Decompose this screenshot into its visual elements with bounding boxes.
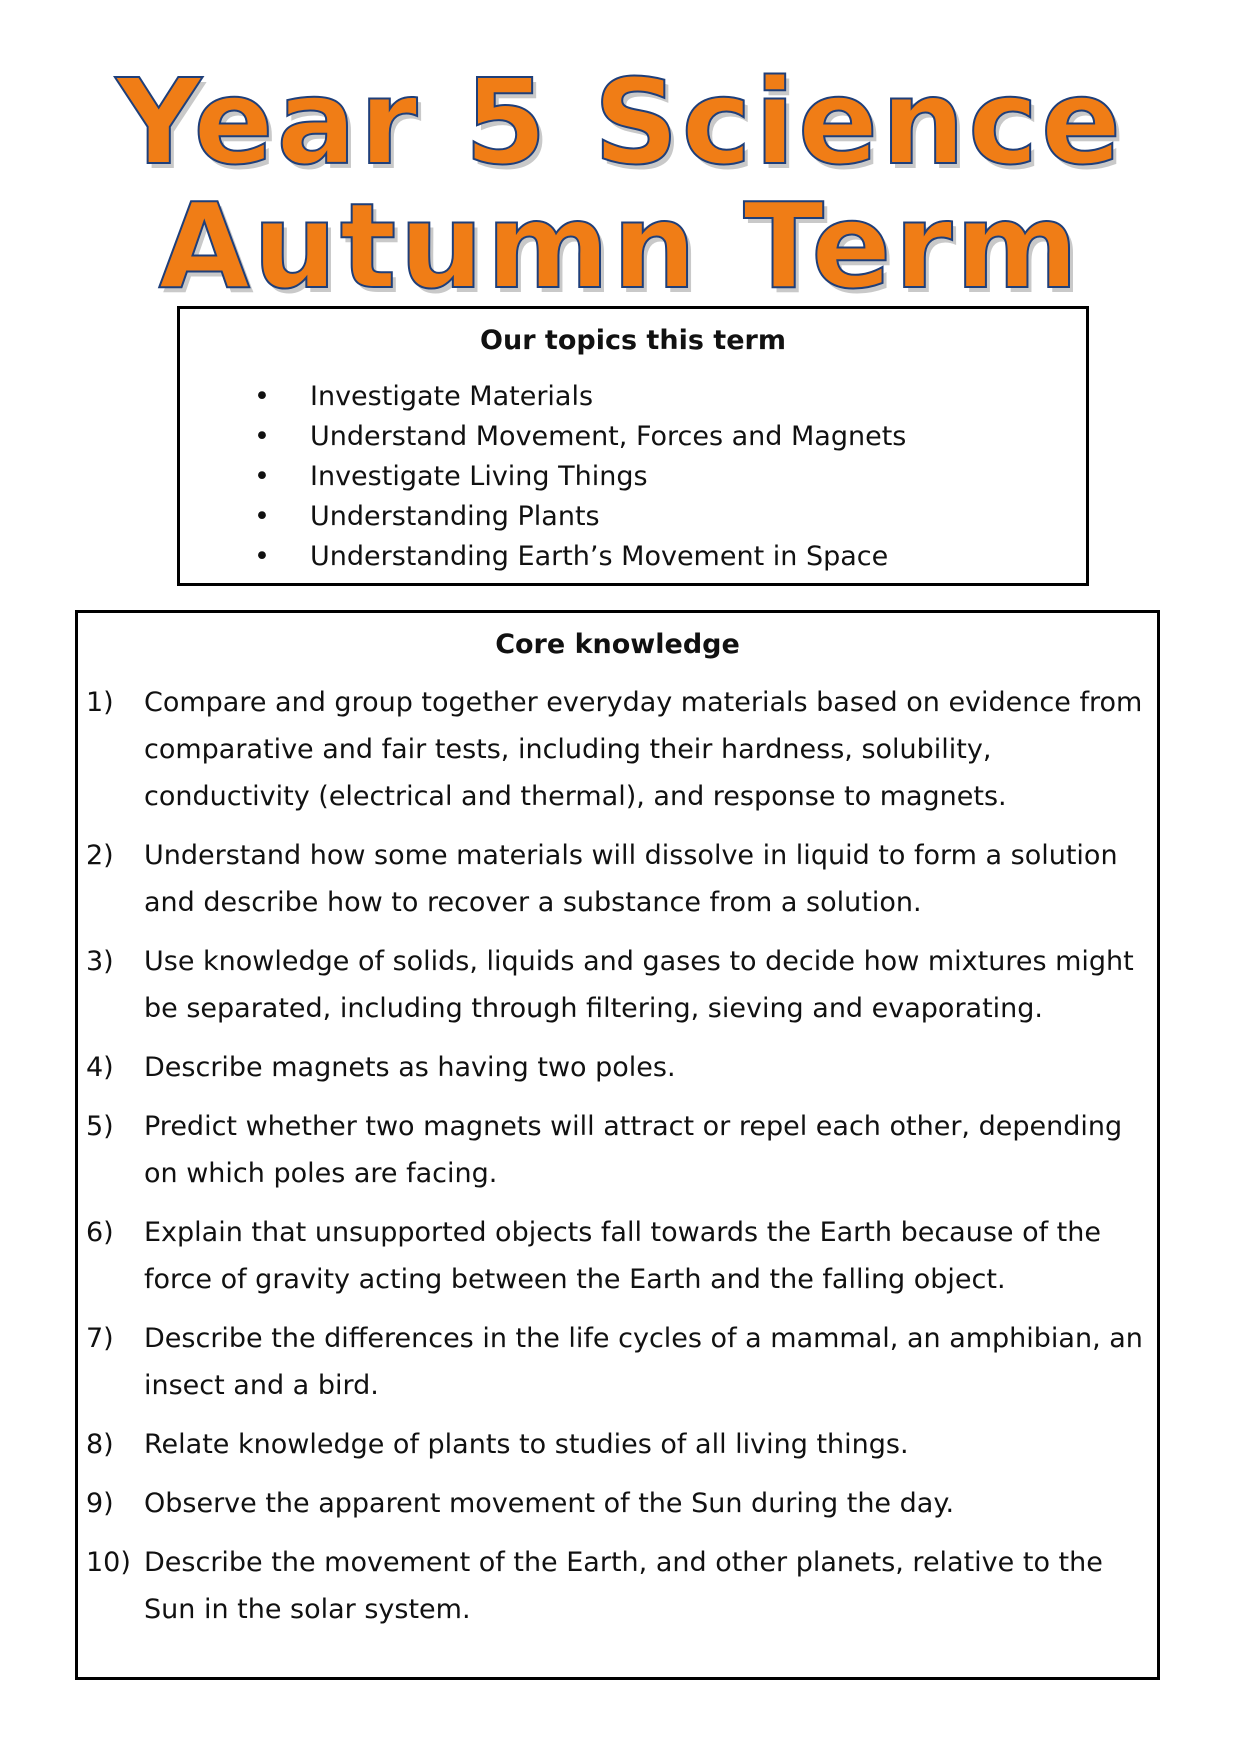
bullet-icon: • — [254, 501, 270, 532]
bullet-icon: • — [254, 381, 270, 412]
core-knowledge-item — [86, 1315, 1146, 1409]
core-knowledge-item — [86, 679, 1146, 820]
core-knowledge-item — [86, 1480, 1146, 1527]
item-text: Describe the movement of the Earth, and other planets, relative to the Sun in the solar system. — [144, 1547, 1103, 1625]
topic-label: Investigate Living Things — [310, 461, 648, 492]
title-line-2: Autumn Term — [158, 177, 1082, 315]
item-number: 2) — [86, 840, 114, 871]
item-number: 1) — [86, 687, 114, 718]
bullet-icon: • — [254, 421, 270, 452]
title-line-1: Year 5 Science — [115, 53, 1125, 191]
core-knowledge-item — [86, 832, 1146, 926]
core-knowledge-item — [86, 1044, 1146, 1091]
item-number: 4) — [86, 1052, 114, 1083]
item-text: Observe the apparent movement of the Sun during the day. — [144, 1488, 955, 1519]
item-text: Relate knowledge of plants to studies of all living things. — [144, 1429, 909, 1460]
topics-box — [177, 306, 1089, 586]
topic-item — [252, 537, 906, 577]
topic-item — [252, 417, 906, 457]
topic-item — [252, 377, 906, 417]
item-number: 5) — [86, 1111, 114, 1142]
item-number: 6) — [86, 1217, 114, 1248]
item-number: 9) — [86, 1488, 114, 1519]
topic-label: Understand Movement, Forces and Magnets — [310, 421, 907, 452]
item-text: Compare and group together everyday materials based on evidence from comparative and fair tests, including their hardness, solubility, conductivity (electrical and thermal), and response to magnets. — [144, 687, 1143, 812]
item-text: Understand how some materials will dissolve in liquid to form a solution and describe how to recover a substance from a solution. — [144, 840, 1118, 918]
item-number: 3) — [86, 946, 114, 977]
topic-label: Understanding Plants — [310, 501, 600, 532]
item-text: Use knowledge of solids, liquids and gases to decide how mixtures might be separated, including through filtering, sieving and evaporating. — [144, 946, 1134, 1024]
core-knowledge-item — [86, 1421, 1146, 1468]
topics-list — [252, 377, 906, 577]
item-text: Explain that unsupported objects fall towards the Earth because of the force of gravity acting between the Earth and the falling object. — [144, 1217, 1101, 1295]
bullet-icon: • — [254, 541, 270, 572]
item-text: Describe magnets as having two poles. — [144, 1052, 676, 1083]
topic-label: Understanding Earth’s Movement in Space — [310, 541, 889, 572]
core-knowledge-box — [75, 610, 1160, 1680]
page-title — [0, 53, 1240, 315]
core-knowledge-list — [86, 679, 1146, 1645]
core-knowledge-item — [86, 1539, 1146, 1633]
item-number: 8) — [86, 1429, 114, 1460]
item-text: Describe the differences in the life cycles of a mammal, an amphibian, an insect and a bird. — [144, 1323, 1143, 1401]
topic-label: Investigate Materials — [310, 381, 594, 412]
topic-item — [252, 457, 906, 497]
bullet-icon: • — [254, 461, 270, 492]
item-number: 10) — [86, 1547, 131, 1578]
topics-heading: Our topics this term — [480, 325, 786, 356]
item-number: 7) — [86, 1323, 114, 1354]
core-knowledge-item — [86, 1209, 1146, 1303]
core-knowledge-item — [86, 1103, 1146, 1197]
core-knowledge-item — [86, 938, 1146, 1032]
topic-item — [252, 497, 906, 537]
core-knowledge-heading: Core knowledge — [495, 629, 740, 660]
item-text: Predict whether two magnets will attract or repel each other, depending on which poles are facing. — [144, 1111, 1123, 1189]
